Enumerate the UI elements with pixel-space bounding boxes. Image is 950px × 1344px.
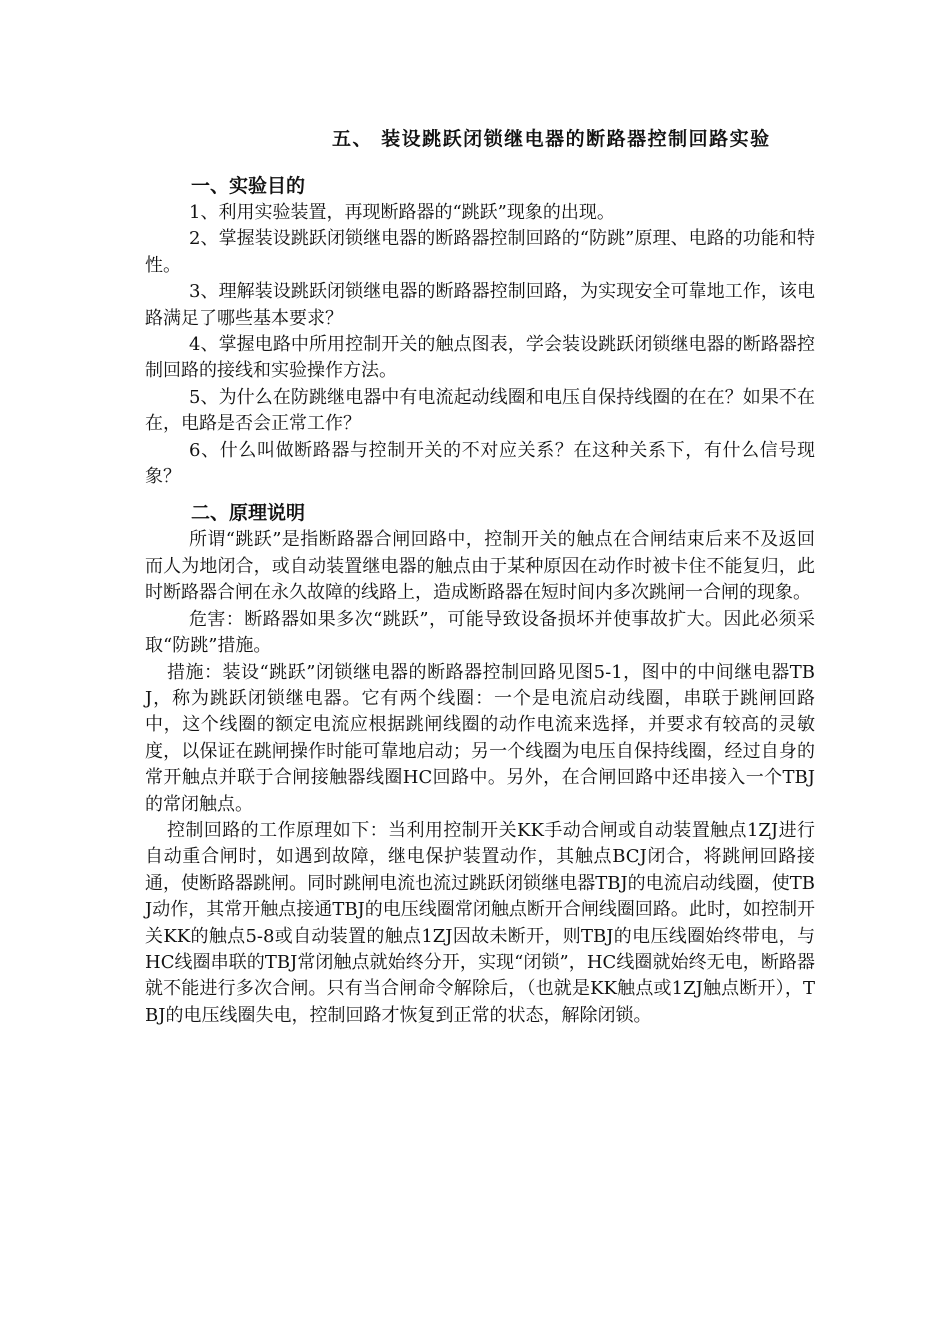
- principle-paragraph: 措施：装设“跳跃”闭锁继电器的断路器控制回路见图5-1，图中的中间继电器TBJ，称为跳跃闭锁继电器。它有两个线圈：一个是电流启动线圈，串联于跳闸回路中，这个线圈的额定电流应根据跳闸线圈的动作电流来选择，并要求有较高的灵敏度，以保证在跳闸操作时能可靠地启动；另一个线圈为电压自保持线圈，经过自身的常开触点并联于合闸接触器线圈HC回路中。另外，在合闸回路中还串接入一个TBJ的常闭触点。: [145, 661, 815, 815]
- principle-paragraph: 控制回路的工作原理如下：当利用控制开关KK手动合闸或自动装置触点1ZJ进行自动重合闸时，如遇到故障，继电保护装置动作，其触点BCJ闭合，将跳闸回路接通，使断路器跳闸。同时跳闸电流也流过跳跃闭锁继电器TBJ的电流启动线圈，使TBJ动作，其常开触点接通TBJ的电压线圈常闭触点断开合闸线圈回路。此时，如控制开关KK的触点5-8或自动装置的触点1ZJ因故未断开，则TBJ的电压线圈始终带电，与HC线圈串联的TBJ常闭触点就始终分开，实现“闭锁”，HC线圈就始终无电，断路器就不能进行多次合闸。只有当合闸命令解除后，（也就是KK触点或1ZJ触点断开），TBJ的电压线圈失电，控制回路才恢复到正常的状态，解除闭锁。: [145, 819, 815, 1026]
- purpose-item: 6、什么叫做断路器与控制开关的不对应关系？在这种关系下，有什么信号现象？: [145, 439, 815, 488]
- section-heading-purpose: 一、实验目的: [191, 175, 306, 197]
- purpose-item: 5、为什么在防跳继电器中有电流起动线圈和电压自保持线圈的在在？如果不在在，电路是否会正常工作？: [145, 386, 815, 435]
- principle-paragraph: 危害：断路器如果多次“跳跃”，可能导致设备损坏并使事故扩大。因此必须采取“防跳”措施。: [145, 608, 815, 657]
- document-title: 五、 装设跳跃闭锁继电器的断路器控制回路实验: [332, 128, 771, 150]
- document-body: [145, 173, 815, 1029]
- purpose-item: 3、理解装设跳跃闭锁继电器的断路器控制回路，为实现安全可靠地工作，该电路满足了哪些基本要求？: [145, 281, 815, 329]
- principle-paragraph: 所谓“跳跃”是指断路器合闸回路中，控制开关的触点在合闸结束后来不及返回而人为地闭合，或自动装置继电器的触点由于某种原因在动作时被卡住不能复归，此时断路器合闸在永久故障的线路上，造成断路器在短时间内多次跳闸一合闸的现象。: [145, 529, 815, 604]
- purpose-item: 2、掌握装设跳跃闭锁继电器的断路器控制回路的“防跳”原理、电路的功能和特性。: [145, 228, 815, 276]
- purpose-item: 4、掌握电路中所用控制开关的触点图表，学会装设跳跃闭锁继电器的断路器控制回路的接线和实验操作方法。: [145, 334, 815, 382]
- purpose-item: 1、利用实验装置，再现断路器的“跳跃”现象的出现。: [189, 202, 615, 223]
- section-heading-principle: 二、原理说明: [191, 502, 306, 525]
